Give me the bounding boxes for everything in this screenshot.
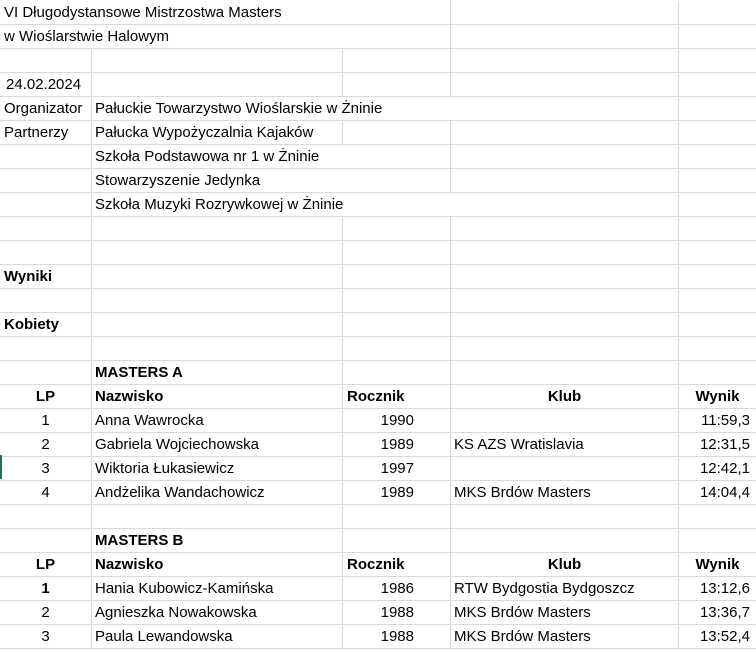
cell-result[interactable]: 14:04,4 — [699, 484, 750, 501]
cell-partner[interactable]: Stowarzyszenie Jedynka — [95, 172, 261, 189]
cell-empty[interactable] — [451, 121, 679, 144]
table-row — [0, 433, 756, 457]
cell-name[interactable]: Hania Kubowicz-Kamińska — [92, 577, 343, 600]
cell-results-heading[interactable]: Wyniki — [0, 265, 92, 288]
cell-lp[interactable]: 1 — [0, 577, 92, 600]
cell-empty[interactable] — [679, 73, 756, 96]
header-result[interactable]: Wynik — [695, 388, 740, 405]
cell-masters-a-heading[interactable]: MASTERS A — [92, 361, 343, 384]
cell-year[interactable]: 1989 — [343, 433, 451, 456]
cell-partner[interactable]: Szkoła Muzyki Rozrywkowej w Żninie — [95, 196, 344, 213]
cell-empty[interactable] — [0, 169, 92, 192]
header-year[interactable]: Rocznik — [343, 385, 451, 408]
cell-empty[interactable] — [679, 529, 756, 552]
cell-empty[interactable] — [451, 97, 679, 120]
cell-empty[interactable] — [343, 121, 451, 144]
cell-empty[interactable] — [451, 217, 679, 240]
sheet-row-4 — [0, 73, 756, 97]
header-name[interactable]: Nazwisko — [92, 553, 343, 576]
cell-result[interactable]: 13:36,7 — [699, 604, 750, 621]
header-lp[interactable]: LP — [0, 553, 92, 576]
cell-empty[interactable] — [0, 289, 92, 312]
cell-empty[interactable] — [343, 241, 451, 264]
cell-empty[interactable] — [679, 121, 756, 144]
cell-result[interactable]: 13:12,6 — [699, 580, 750, 597]
cell-empty[interactable] — [679, 25, 756, 48]
cell-empty[interactable] — [343, 1, 451, 24]
cell-empty[interactable] — [0, 49, 92, 72]
sheet-row-15 — [0, 337, 756, 361]
cell-empty[interactable] — [451, 145, 679, 168]
cell-club[interactable]: MKS Brdów Masters — [451, 481, 679, 504]
cell-club[interactable] — [451, 409, 679, 432]
cell-empty[interactable] — [343, 73, 451, 96]
cell-empty[interactable] — [0, 217, 92, 240]
cell-empty[interactable] — [92, 289, 343, 312]
cell-lp[interactable]: 2 — [0, 433, 92, 456]
cell-empty[interactable] — [451, 505, 679, 528]
cell-empty[interactable] — [343, 313, 451, 336]
cell-empty[interactable] — [451, 313, 679, 336]
cell-empty[interactable] — [92, 265, 343, 288]
table-row — [0, 481, 756, 505]
cell-empty[interactable] — [343, 145, 451, 168]
cell-empty[interactable] — [679, 49, 756, 72]
cell-name[interactable]: Agnieszka Nowakowska — [92, 601, 343, 624]
cell-club[interactable]: KS AZS Wratislavia — [451, 433, 679, 456]
cell-empty[interactable] — [451, 25, 679, 48]
cell-empty[interactable] — [92, 49, 343, 72]
cell-empty[interactable] — [92, 313, 343, 336]
cell-year[interactable]: 1997 — [343, 457, 451, 480]
cell-empty[interactable] — [343, 217, 451, 240]
sheet-row-17 — [0, 385, 756, 409]
active-cell-marker — [0, 455, 2, 479]
header-lp[interactable]: LP — [0, 385, 92, 408]
header-result[interactable]: Wynik — [695, 556, 740, 573]
cell-result[interactable]: 12:42,1 — [699, 460, 750, 477]
table-row — [0, 409, 756, 433]
cell-club[interactable] — [451, 457, 679, 480]
cell-name[interactable]: Paula Lewandowska — [92, 625, 343, 648]
cell-masters-b-heading[interactable]: MASTERS B — [92, 529, 343, 552]
sheet-row-22 — [0, 505, 756, 529]
cell-empty[interactable] — [451, 361, 679, 384]
cell-empty[interactable] — [0, 337, 92, 360]
cell-name[interactable]: Anna Wawrocka — [92, 409, 343, 432]
table-row — [0, 625, 756, 649]
cell-empty[interactable] — [343, 25, 451, 48]
cell-lp[interactable]: 3 — [0, 457, 92, 480]
cell-empty[interactable] — [679, 193, 756, 216]
sheet-row-3 — [0, 49, 756, 73]
sheet-row-8 — [0, 169, 756, 193]
cell-empty[interactable] — [451, 193, 679, 216]
cell-women-heading[interactable]: Kobiety — [0, 313, 92, 336]
cell-year[interactable]: 1988 — [343, 625, 451, 648]
cell-name[interactable]: Gabriela Wojciechowska — [92, 433, 343, 456]
cell-empty[interactable] — [343, 337, 451, 360]
cell-empty[interactable] — [679, 265, 756, 288]
cell-empty[interactable] — [679, 169, 756, 192]
cell-year[interactable]: 1986 — [343, 577, 451, 600]
cell-name[interactable]: Andżelika Wandachowicz — [92, 481, 343, 504]
cell-lp[interactable]: 1 — [0, 409, 92, 432]
cell-empty[interactable] — [679, 1, 756, 24]
cell-empty[interactable] — [343, 505, 451, 528]
cell-empty[interactable] — [92, 505, 343, 528]
cell-empty[interactable] — [679, 337, 756, 360]
sheet-row-2 — [0, 25, 756, 49]
cell-empty[interactable] — [0, 361, 92, 384]
sheet-row-11 — [0, 241, 756, 265]
sheet-row-1 — [0, 1, 756, 25]
sheet-row-23 — [0, 529, 756, 553]
sheet-row-10 — [0, 217, 756, 241]
cell-empty[interactable] — [0, 145, 92, 168]
cell-empty[interactable] — [679, 289, 756, 312]
sheet-row-24 — [0, 553, 756, 577]
cell-empty[interactable] — [679, 241, 756, 264]
table-row — [0, 577, 756, 601]
sheet-row-7 — [0, 145, 756, 169]
cell-empty[interactable] — [343, 49, 451, 72]
sheet-row-5 — [0, 97, 756, 121]
cell-result[interactable]: 12:31,5 — [699, 436, 750, 453]
cell-empty[interactable] — [343, 289, 451, 312]
cell-empty[interactable] — [451, 265, 679, 288]
cell-empty[interactable] — [0, 529, 92, 552]
cell-empty[interactable] — [343, 265, 451, 288]
cell-empty[interactable] — [0, 241, 92, 264]
cell-empty[interactable] — [451, 169, 679, 192]
cell-lp[interactable]: 3 — [0, 625, 92, 648]
cell-club[interactable]: RTW Bydgostia Bydgoszcz — [451, 577, 679, 600]
cell-year[interactable]: 1988 — [343, 601, 451, 624]
cell-empty[interactable] — [451, 49, 679, 72]
cell-organizer-label[interactable]: Organizator — [0, 97, 92, 120]
cell-empty[interactable] — [679, 145, 756, 168]
cell-empty[interactable] — [679, 313, 756, 336]
cell-empty[interactable] — [92, 337, 343, 360]
cell-empty[interactable] — [92, 241, 343, 264]
cell-organizer-value[interactable]: Pałuckie Towarzystwo Wioślarskie w Żninie — [95, 100, 383, 117]
cell-empty[interactable] — [0, 505, 92, 528]
cell-empty[interactable] — [451, 289, 679, 312]
header-year[interactable]: Rocznik — [343, 553, 451, 576]
cell-name[interactable]: Wiktoria Łukasiewicz — [92, 457, 343, 480]
cell-partner[interactable]: Pałucka Wypożyczalnia Kajaków — [92, 121, 343, 144]
cell-empty[interactable] — [0, 193, 92, 216]
cell-empty[interactable] — [343, 529, 451, 552]
sheet-row-16 — [0, 361, 756, 385]
cell-empty[interactable] — [679, 361, 756, 384]
sheet-row-13 — [0, 289, 756, 313]
cell-empty[interactable] — [343, 361, 451, 384]
cell-empty[interactable] — [92, 73, 343, 96]
cell-empty[interactable] — [679, 217, 756, 240]
table-row — [0, 601, 756, 625]
cell-result[interactable]: 11:59,3 — [701, 412, 750, 429]
sheet-row-9 — [0, 193, 756, 217]
cell-club[interactable]: MKS Brdów Masters — [451, 625, 679, 648]
cell-empty[interactable] — [679, 97, 756, 120]
cell-title-line1[interactable]: VI Długodystansowe Mistrzostwa Masters — [4, 4, 282, 21]
cell-empty[interactable] — [679, 505, 756, 528]
header-club[interactable]: Klub — [451, 553, 679, 576]
cell-empty[interactable] — [451, 1, 679, 24]
cell-lp[interactable]: 4 — [0, 481, 92, 504]
cell-lp[interactable]: 2 — [0, 601, 92, 624]
cell-partner[interactable]: Szkoła Podstawowa nr 1 w Żninie — [95, 148, 320, 165]
cell-empty[interactable] — [343, 169, 451, 192]
sheet-row-12 — [0, 265, 756, 289]
header-club[interactable]: Klub — [451, 385, 679, 408]
table-row — [0, 457, 756, 481]
sheet-row-6 — [0, 121, 756, 145]
cell-year[interactable]: 1990 — [343, 409, 451, 432]
cell-result[interactable]: 13:52,4 — [699, 628, 750, 645]
header-name[interactable]: Nazwisko — [92, 385, 343, 408]
cell-partners-label[interactable]: Partnerzy — [0, 121, 92, 144]
cell-title-line2[interactable]: w Wioślarstwie Halowym — [4, 28, 170, 45]
cell-empty[interactable] — [92, 217, 343, 240]
cell-empty[interactable] — [451, 337, 679, 360]
cell-club[interactable]: MKS Brdów Masters — [451, 601, 679, 624]
cell-year[interactable]: 1989 — [343, 481, 451, 504]
cell-empty[interactable] — [451, 529, 679, 552]
cell-empty[interactable] — [451, 73, 679, 96]
sheet-row-14 — [0, 313, 756, 337]
cell-date[interactable]: 24.02.2024 — [0, 73, 92, 96]
cell-empty[interactable] — [451, 241, 679, 264]
